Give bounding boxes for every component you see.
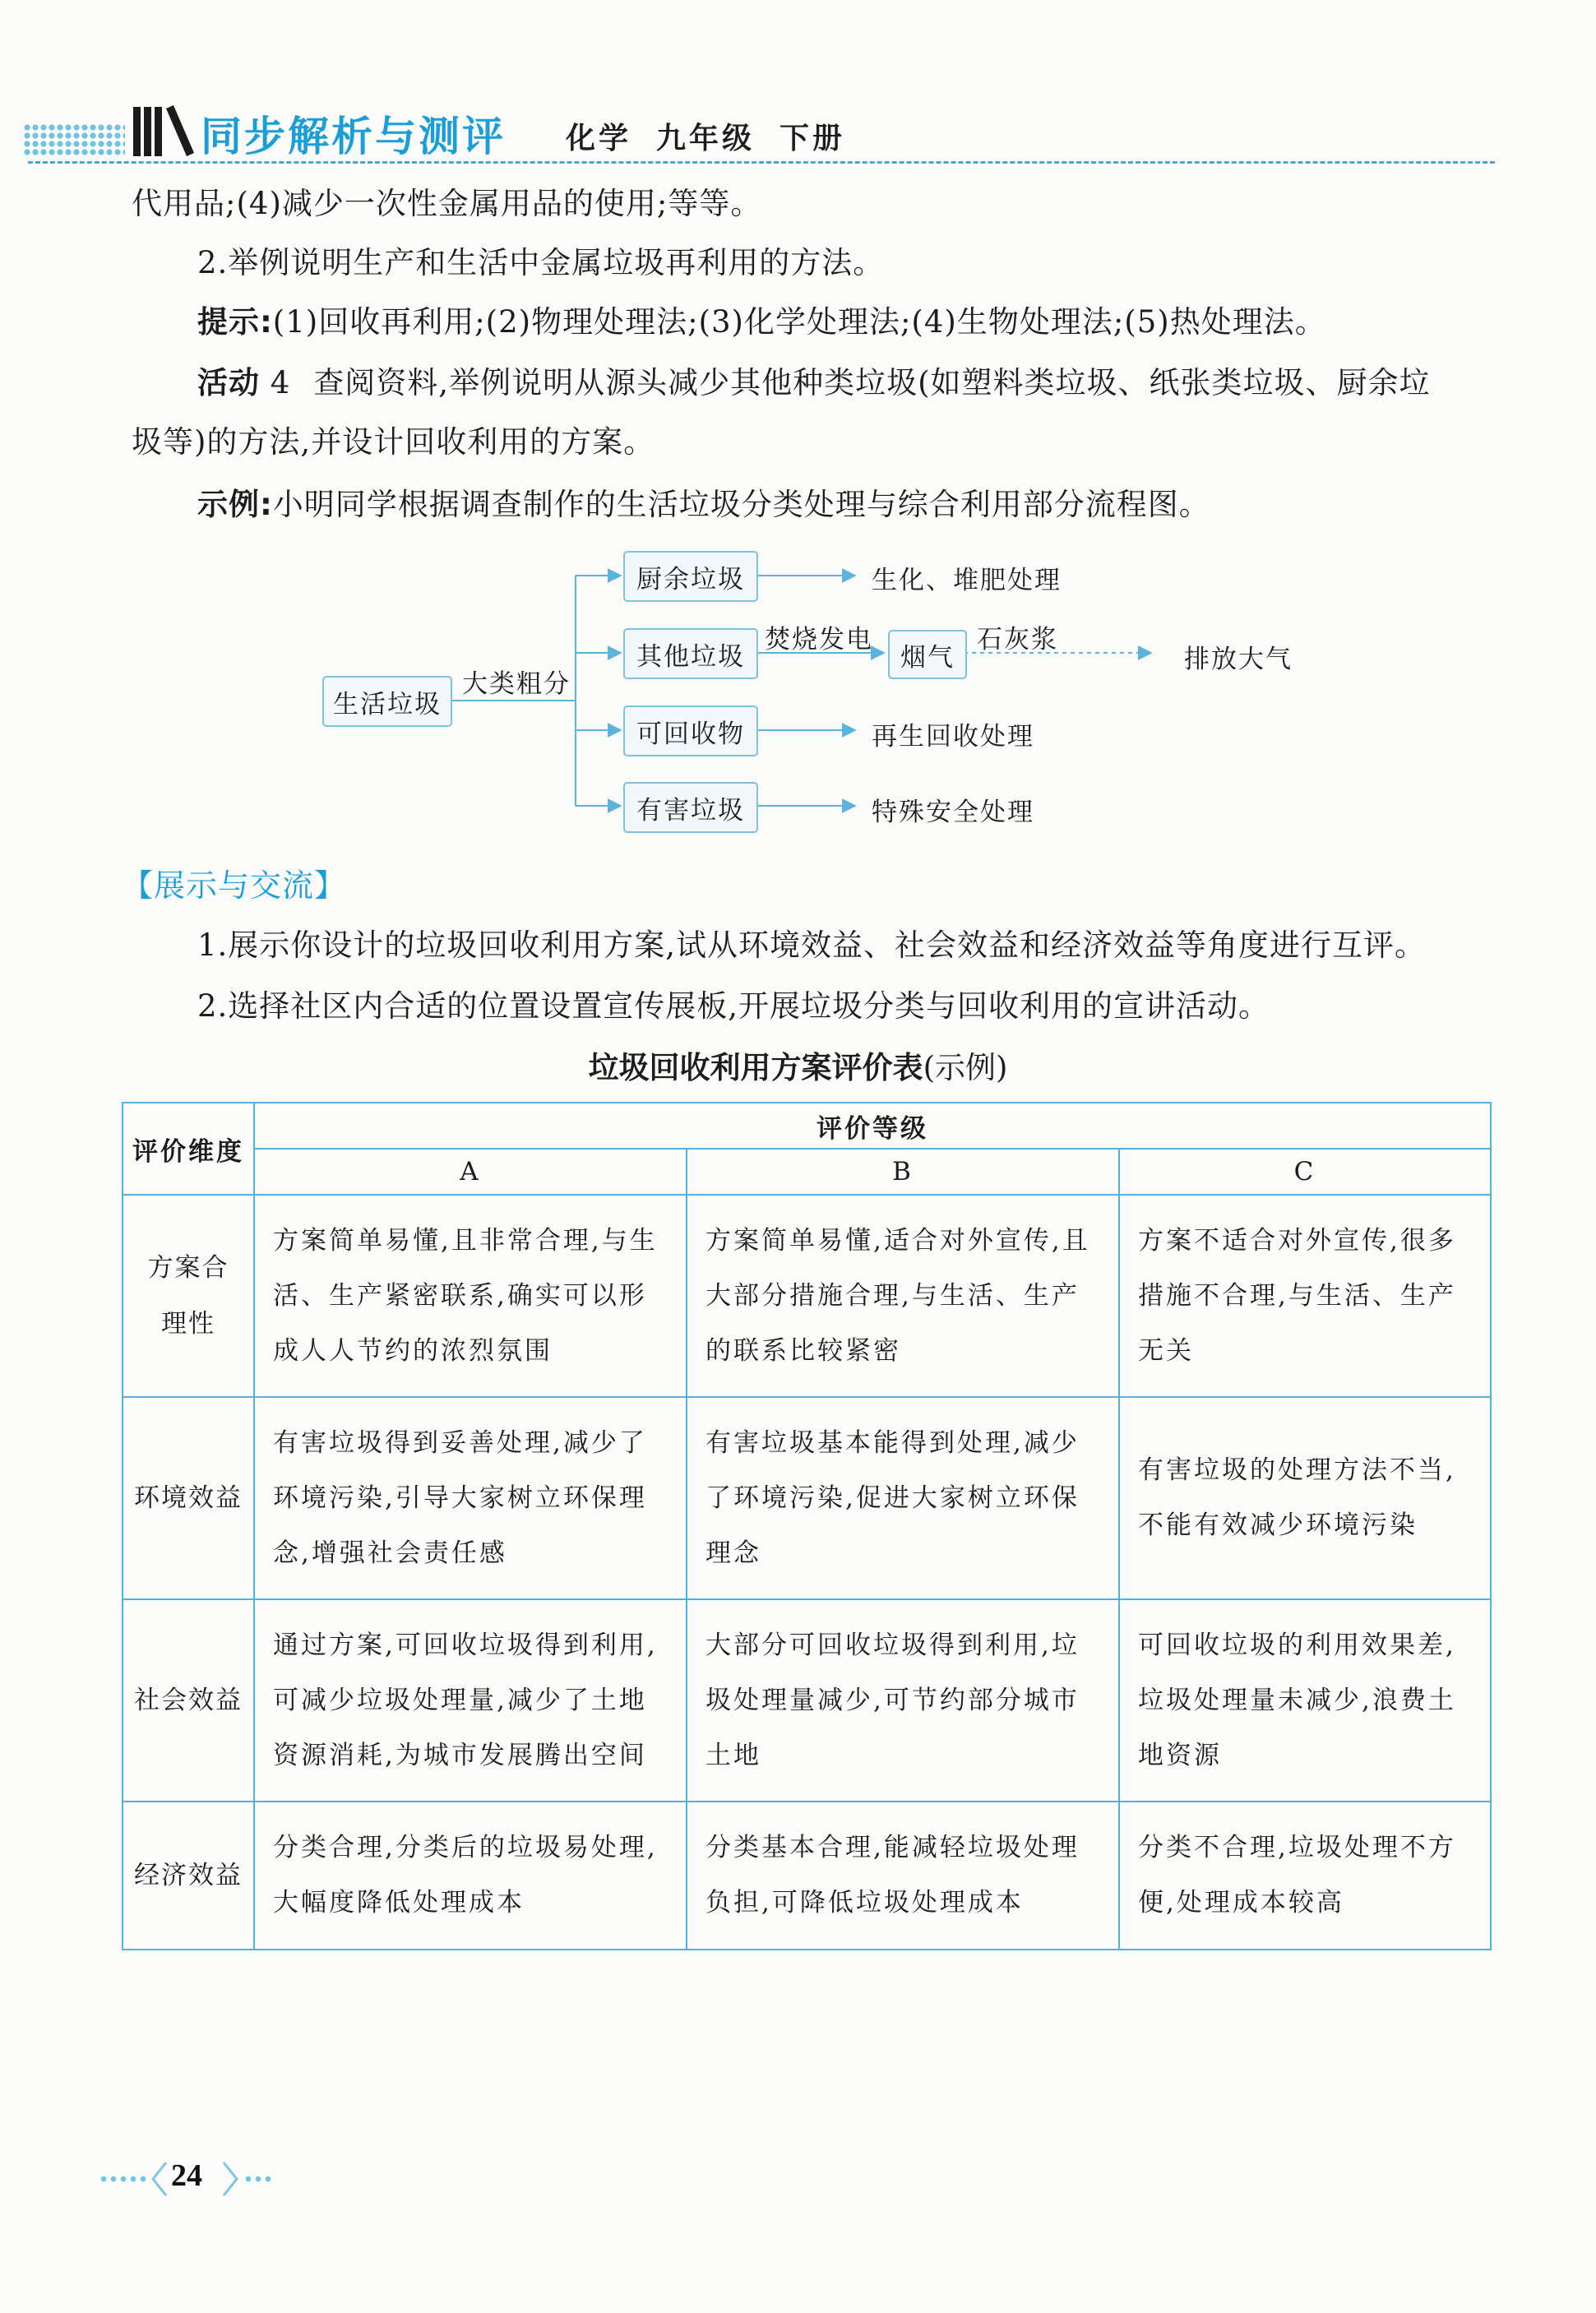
table-row [123,1397,1491,1599]
exchange-item-1: 1.展示你设计的垃圾回收利用方案,试从环境效益、社会效益和经济效益等角度进行互评。 [197,928,1427,963]
section-tag-exchange: 【展示与交流】 [122,867,347,904]
row-dimension-line2: 理性 [161,1309,215,1339]
header-level-c: C [1119,1149,1491,1195]
question-2: 2.举例说明生产和生活中金属垃圾再利用的方法。 [197,245,885,280]
continued-text: 代用品;(4)减少一次性金属用品的使用;等等。 [132,186,762,221]
row-dimension: 社会效益 [123,1599,254,1802]
hint-label: 提示: [197,304,273,340]
cell-level-a: 通过方案,可回收垃圾得到利用,可减少垃圾处理量,减少了土地资源消耗,为城市发展腾出空间 [254,1599,687,1802]
page-number: 24 [171,2158,202,2193]
table-row [123,1195,1491,1397]
table-row [123,1802,1491,1950]
flowchart-root-edge-label: 大类粗分 [462,669,571,699]
flowchart-result-atmosphere: 排放大气 [1184,645,1293,674]
flowchart-edge-incineration: 焚烧发电 [765,625,873,655]
table-level-row [123,1149,1491,1195]
cell-level-b: 方案简单易懂,适合对外宣传,且大部分措施合理,与生活、生产的联系比较紧密 [687,1195,1119,1397]
table-row [123,1599,1491,1802]
evaluation-table [122,1102,1492,1950]
flowchart-box-hazardous-waste: 有害垃圾 [623,782,758,833]
activity-label: 活动 [197,365,260,400]
flowchart-box-flue-gas: 烟气 [888,630,967,679]
flowchart-result-recycling: 再生回收处理 [872,722,1034,752]
row-dimension: 经济效益 [123,1802,254,1950]
header-eval-level: 评价等级 [254,1103,1491,1149]
cell-level-b: 有害垃圾基本能得到处理,减少了环境污染,促进大家树立环保理念 [687,1397,1119,1599]
table-title-suffix: (示例) [923,1050,1008,1085]
subject-label: 化学 [566,122,632,155]
page-number-dots-left [99,2174,146,2184]
page-number-dots-right [243,2174,271,2184]
example-label: 示例: [197,487,273,522]
flowchart-result-special-treatment: 特殊安全处理 [872,798,1034,827]
flowchart-connectors [0,0,1596,904]
row-dimension [123,1195,254,1397]
cell-level-c: 有害垃圾的处理方法不当,不能有效减少环境污染 [1119,1397,1491,1599]
cell-level-c: 分类不合理,垃圾处理不方便,处理成本较高 [1119,1802,1491,1950]
book-series-title: 同步解析与测评 [201,113,506,160]
header-level-a: A [254,1149,687,1195]
flowchart-result-kitchen-waste: 生化、堆肥处理 [872,566,1062,595]
cell-level-b: 大部分可回收垃圾得到利用,垃圾处理量减少,可节约部分城市土地 [687,1599,1119,1802]
activity-text-1: 查阅资料,举例说明从源头减少其他种类垃圾(如塑料类垃圾、纸张类垃圾、厨余垃 [313,365,1431,400]
volume-label: 下册 [779,122,846,155]
row-dimension: 环境效益 [123,1397,254,1599]
table-title [0,1043,1596,1087]
header-level-b: B [687,1149,1119,1195]
flowchart-edge-lime-slurry: 石灰浆 [977,625,1058,655]
activity-number: 4 [270,365,291,400]
cell-level-c: 可回收垃圾的利用效果差,垃圾处理量未减少,浪费土地资源 [1119,1599,1491,1802]
table-header-row [123,1103,1491,1149]
flowchart-box-recyclables: 可回收物 [623,705,758,756]
grade-label: 九年级 [656,122,756,155]
flowchart-root-box: 生活垃圾 [322,676,452,727]
cell-level-a: 分类合理,分类后的垃圾易处理,大幅度降低处理成本 [254,1802,687,1950]
table-title-main: 垃圾回收利用方案评价表 [588,1050,923,1085]
cell-level-a: 有害垃圾得到妥善处理,减少了环境污染,引导大家树立环保理念,增强社会责任感 [254,1397,687,1599]
flowchart-box-other-waste: 其他垃圾 [623,628,758,679]
cell-level-a: 方案简单易懂,且非常合理,与生活、生产紧密联系,确实可以形成人人节约的浓烈氛围 [254,1195,687,1397]
exchange-item-2: 2.选择社区内合适的位置设置宣传展板,开展垃圾分类与回收利用的宣讲活动。 [197,988,1270,1024]
cell-level-c: 方案不适合对外宣传,很多措施不合理,与生活、生产无关 [1119,1195,1491,1397]
row-dimension-line1: 方案合 [147,1253,229,1283]
activity-4-line2: 圾等)的方法,并设计回收利用的方案。 [132,424,655,460]
flowchart-box-kitchen-waste: 厨余垃圾 [623,551,758,602]
cell-level-b: 分类基本合理,能减轻垃圾处理负担,可降低垃圾处理成本 [687,1802,1119,1950]
example-text: 小明同学根据调查制作的生活垃圾分类处理与综合利用部分流程图。 [272,487,1210,522]
hint-text: (1)回收再利用;(2)物理处理法;(3)化学处理法;(4)生物处理法;(5)热处理法。 [272,304,1326,340]
header-eval-dimension: 评价维度 [123,1103,254,1195]
